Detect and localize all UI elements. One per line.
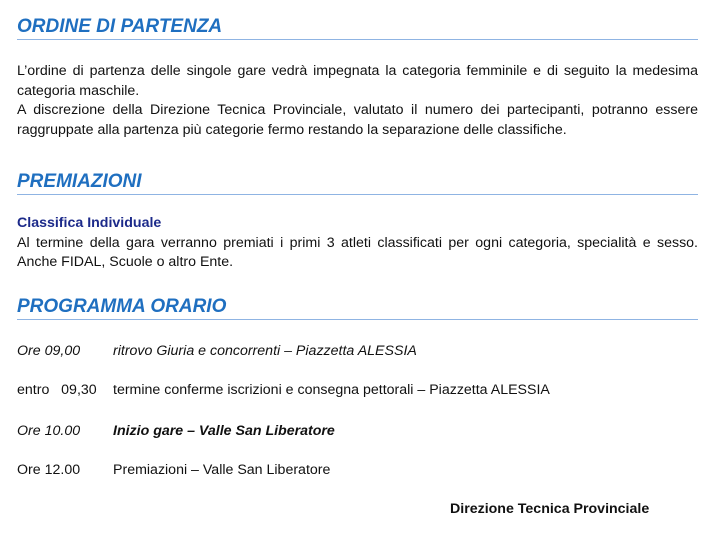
section-premiazioni [17, 171, 698, 195]
schedule-row-4 [17, 461, 330, 480]
section-title-premiazioni: PREMIAZIONI [17, 171, 698, 195]
section-programma [17, 296, 698, 320]
schedule-time: Ore 12.00 [17, 462, 81, 478]
schedule-time: Ore 09,00 [17, 343, 81, 359]
schedule-row-1 [17, 342, 417, 361]
section-ordine [17, 16, 698, 40]
schedule-text: termine conferme iscrizioni e consegna pettorali – Piazzetta ALESSIA [113, 382, 550, 398]
schedule-text: ritrovo Giuria e concorrenti – Piazzetta ALESSIA [113, 343, 417, 359]
premiazioni-paragraph: Al termine della gara verranno premiati i primi 3 atleti classificati per ogni categoria, specialità e sesso. Anche FIDAL, Scuole o altro Ente. [17, 234, 698, 270]
schedule-text: Premiazioni – Valle San Liberatore [113, 462, 331, 478]
premiazioni-body [17, 214, 698, 273]
schedule-row-3 [17, 422, 335, 441]
ordine-paragraph-2: A discrezione della Direzione Tecnica Provinciale, valutato il numero dei partecipanti, potranno essere raggruppate alla partenza più categorie fermo restando la separazione delle classifiche. [17, 102, 698, 138]
schedule-time: entro 09,30 [17, 382, 97, 398]
section-title-programma: PROGRAMMA ORARIO [17, 296, 698, 320]
schedule-text: Inizio gare – Valle San Liberatore [113, 423, 335, 439]
signature: Direzione Tecnica Provinciale [450, 501, 650, 517]
schedule-row-2 [17, 381, 550, 400]
ordine-paragraph-1: L’ordine di partenza delle singole gare vedrà impegnata la categoria femminile e di seguito la medesima categoria maschile. [17, 63, 698, 99]
section-title-ordine: ORDINE DI PARTENZA [17, 16, 698, 40]
ordine-body [17, 62, 698, 140]
schedule-time: Ore 10.00 [17, 423, 81, 439]
premiazioni-subheading: Classifica Individuale [17, 215, 162, 231]
